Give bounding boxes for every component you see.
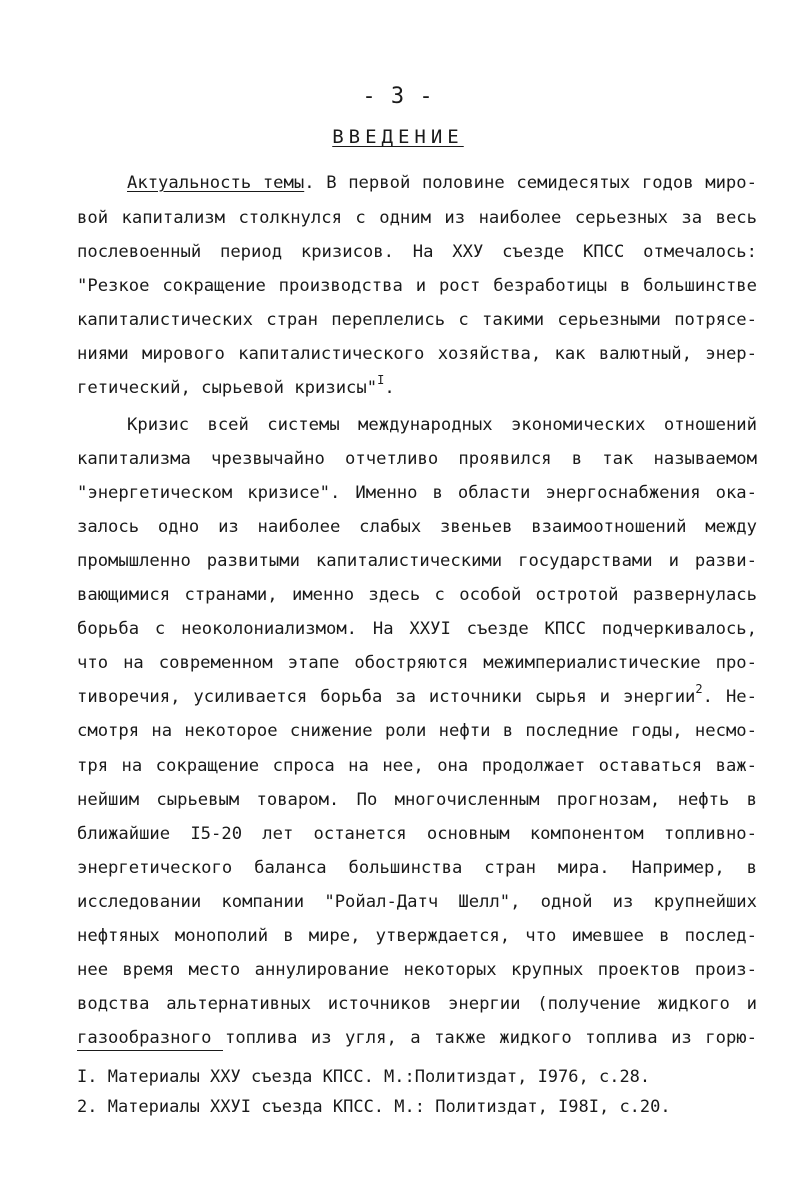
p2-line-11: тря на сокращение спроса на нее, она продолжает оставаться важ- <box>77 756 757 776</box>
p1-line-4: "Резкое сокращение производства и рост безработицы в большинстве <box>77 276 757 296</box>
p1-line-5: капиталистических стран переплелись с такими серьезными потрясе- <box>77 310 757 330</box>
p2-line-14: энергетического баланса большинства стран мира. Например, в <box>77 858 757 878</box>
p2-line-3: "энергетическом кризисе". Именно в области энергоснабжения ока- <box>77 483 757 503</box>
p1-line-1 <box>127 168 757 198</box>
p2-line-8: что на современном этапе обостряются межимпериалистические про- <box>77 653 757 673</box>
p2-line-10: смотря на некоторое снижение роли нефти в последние годы, несмо- <box>77 721 757 741</box>
p1-line-2: вой капитализм столкнулся с одним из наиболее серьезных за весь <box>77 208 757 228</box>
p1-line-1-text: . В первой половине семидесятых годов миро- <box>304 173 757 193</box>
footnote-separator <box>77 1050 223 1051</box>
p2-line-19: газообразного топлива из угля, а также жидкого топлива из горю- <box>77 1028 757 1048</box>
topic-relevance-lead: Актуальность темы <box>127 173 305 193</box>
section-heading-text: ВВЕДЕНИЕ <box>332 126 464 148</box>
footnote-2: 2. Материалы ХХУI съезда КПСС. М.: Политиздат, I98I, с.20. <box>77 1097 671 1117</box>
p2-line-9 <box>77 682 757 712</box>
footnote-1: I. Материалы ХХУ съезда КПСС. М.:Политиздат, I976, с.28. <box>77 1067 651 1087</box>
p2-line-15: исследовании компании "Ройал-Датч Шелл", одной из крупнейших <box>77 892 757 912</box>
page-number: - 3 - <box>362 84 434 109</box>
p2-line-5: промышленно развитыми капиталистическими государствами и разви- <box>77 551 757 571</box>
p2-line-18: водства альтернативных источников энергии (получение жидкого и <box>77 994 757 1014</box>
p2-line-17: нее время место аннулирование некоторых крупных проектов произ- <box>77 960 757 980</box>
p1-line-7-end: . <box>384 378 395 398</box>
p2-line-13: ближайшие I5-20 лет останется основным компонентом топливно- <box>77 824 757 844</box>
p2-line-4: залось одно из наиболее слабых звеньев взаимоотношений между <box>77 517 757 537</box>
p2-line-2: капитализма чрезвычайно отчетливо проявился в так называемом <box>77 449 757 469</box>
p2-line-7: борьба с неоколониализмом. На ХХУI съезде КПСС подчеркивалось, <box>77 619 757 639</box>
p1-line-7-text: гетический, сырьевой кризисы" <box>77 378 378 398</box>
p2-line-6: вающимися странами, именно здесь с особой остротой развернулась <box>77 585 757 605</box>
p2-line-16: нефтяных монополий в мире, утверждается, что имевшее в послед- <box>77 926 757 946</box>
p2-line-9-end: . Не- <box>702 687 757 707</box>
p1-line-3: послевоенный период кризисов. На ХХУ съезде КПСС отмечалось: <box>77 242 757 262</box>
p1-line-6: ниями мирового капиталистического хозяйства, как валютный, энер- <box>77 344 757 364</box>
p1-line-7 <box>77 373 757 403</box>
footnote-ref-1: I <box>377 373 385 387</box>
footnote-ref-2: 2 <box>695 682 703 696</box>
p2-line-9-text: тиворечия, усиливается борьба за источники сырья и энергии <box>77 687 696 707</box>
p2-line-1: Кризис всей системы международных экономических отношений <box>127 415 757 435</box>
p2-line-12: нейшим сырьевым товаром. По многочисленным прогнозам, нефть в <box>77 790 757 810</box>
section-heading <box>0 126 796 148</box>
